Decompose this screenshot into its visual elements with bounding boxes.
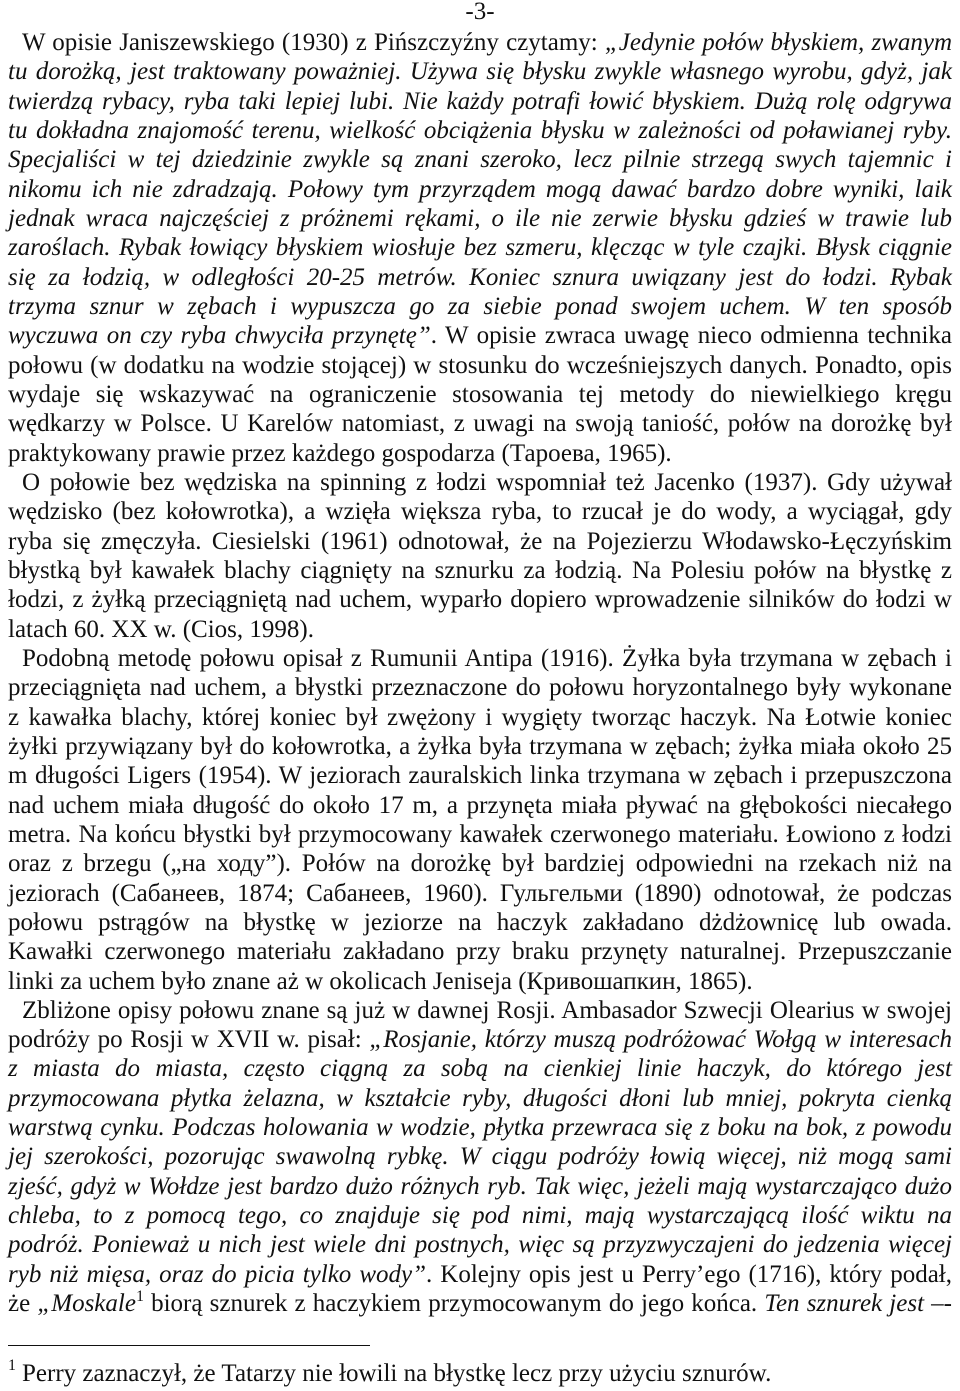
text-line (8, 996, 952, 1025)
text-line (8, 263, 952, 292)
text-run: latach 60. XX w. (Cios, 1998). (8, 615, 314, 643)
text-line (8, 497, 952, 526)
quote-run: nikomu ich nie zdradzają. Połowy tym przyrządem mogą dawać bardzo dobre wyniki, laik (8, 175, 952, 203)
text-run: Podobną metodę połowu opisał z Rumunii Antipa (1916). Żyłka była trzymana w zębach i (22, 644, 952, 672)
footnote-separator (8, 1345, 370, 1346)
text-run: przeciągnięta nad uchem, a błystki przeznaczone do połowu horyzontalnego były wykonane (8, 674, 952, 702)
text-line (8, 57, 952, 86)
text-line (8, 732, 952, 761)
quote-run: tu dorożką, jest traktowany poważniej. Używa się błysku zwykle własnego wyrobu, gdyż, jak (8, 58, 952, 86)
text-line (8, 204, 952, 233)
text-line (8, 145, 952, 174)
text-run: że (8, 1290, 38, 1318)
text-line (8, 351, 952, 380)
footnote (8, 1359, 952, 1388)
text-run: wędkarzy w Polsce. U Karelów natomiast, z uwagi na swoją taniość, połów na dorożkę był (8, 410, 952, 438)
text-line (8, 527, 952, 556)
text-line (8, 615, 952, 644)
text-line (8, 1113, 952, 1142)
text-run: m długości Ligers (1954). W jeziorach zauralskich linka trzymana w zębach i przepuszczona (8, 762, 952, 790)
text-line (8, 175, 952, 204)
text-line (8, 585, 952, 614)
text-run: łodzi, z żyłką przeciągniętą nad uchem, wyparło dopiero wprowadzenie silników do łodzi w (8, 586, 952, 614)
text-run: ryba się zmęczyła. Ciesielski (1961) odnotował, że na Pojezierzu Włodawsko-Łęczyńskim (8, 527, 952, 555)
quote-run: „Rosjanie, którzy muszą podróżować Wołgą w interesach (369, 1026, 952, 1054)
text-run: biorą sznurek z haczykiem przymocowanym do jego końca. (143, 1290, 765, 1318)
text-line (8, 556, 952, 585)
text-run: praktykowany prawie przez każdego gospodarza (Тароева, 1965). (8, 439, 672, 467)
quote-run: warstwą cynku. Podczas holowania w wodzie, płytka przewraca się z boku na bok, z powodu (8, 1114, 952, 1142)
text-run: Zbliżone opisy połowu znane są już w dawnej Rosji. Ambasador Szwecji Olearius w swojej (22, 996, 952, 1024)
text-line (8, 761, 952, 790)
quote-run: tu dokładna znajomość terenu, wielkość obciążenia błysku w zależności od poławianej ryby. (8, 116, 952, 144)
text-line (8, 849, 952, 878)
quote-run: „Moskale (37, 1290, 136, 1318)
text-line (8, 380, 952, 409)
text-run: oraz z brzegu („на ходу”). Połów na dorożkę był bardziej odpowiedni na rzekach niż na (8, 850, 952, 878)
quote-run: chleba, to z pomocą tego, co znajduje się pod nimi, mają wystarczającą ilość wiktu na (8, 1202, 952, 1230)
text-line (8, 703, 952, 732)
text-line (8, 233, 952, 262)
text-line (8, 937, 952, 966)
text-run: z kawałka blachy, której koniec był zwężony i wygięty tworząc haczyk. Na Łotwie koniec (8, 703, 952, 731)
quote-run: jednak wraca najczęściej z próżnemi rękami, o ile nie zerwie błysku gdzieś w trawie lub (8, 204, 952, 232)
footnote-text: Perry zaznaczył, że Tatarzy nie łowili na błystkę lecz przy użyciu sznurów. (22, 1360, 772, 1387)
text-line (8, 673, 952, 702)
text-run: żyłki przywiązany był do kołowrotka, a żyłka była trzymana w zębach; żyłka miała około 25 (8, 732, 952, 760)
quote-run: ryb niż mięsa, oraz do picia tylko wody” (8, 1260, 427, 1288)
text-run: W opisie Janiszewskiego (1930) z Pińszczyźny czytamy: (22, 29, 605, 56)
text-run: nad uchem miała długość do około 17 m, a przynęta miała pływać na głębokości niecałego (8, 791, 952, 819)
quote-run: jej szerokości, pozorując swawolną rybkę. W ciągu podróży łowią więcej, niż mogą sami (8, 1143, 952, 1171)
text-line (8, 1201, 952, 1230)
text-run: O połowie bez wędziska na spinning z łodzi wspomniał też Jacenko (1937). Gdy używał (22, 468, 952, 496)
text-run: wędzisko (bez kołowrotka), a wzięła większa ryba, to rzucał je do wody, a wyciągał, gdy (8, 498, 952, 526)
quote-run: przymocowana płytka żelazna, w kształcie ryby, długości dłoni lub mniej, pokryta cienką (8, 1084, 952, 1112)
text-run: . W opisie zwraca uwagę nieco odmienna technika (430, 322, 953, 350)
paragraph (8, 468, 952, 644)
quote-run: z miasta do miasta, często ciągną za sobą na cienkiej linie haczyk, do którego jest (8, 1055, 952, 1083)
text-line (8, 1142, 952, 1171)
text-line (8, 1084, 952, 1113)
text-line (8, 1054, 952, 1083)
quote-run: twierdzą rybacy, ryba taki lepiej lubi. Nie każdy potrafi łowić błyskiem. Dużą rolę odgrywa (8, 87, 952, 115)
quote-run: „Jedynie połów błyskiem, zwanym (604, 29, 952, 56)
text-run: wydaje się wskazywać na ograniczenie stosowania tej metody do niewielkiego kręgu (8, 380, 952, 408)
text-line (8, 879, 952, 908)
text-line (8, 468, 952, 497)
quote-run: wyczuwa on czy ryba chwyciła przynętę” (8, 322, 431, 350)
text-line (8, 439, 952, 468)
text-line (8, 321, 952, 350)
quote-run: zaroślach. Rybak łowiący błyskiem wiosłuje bez szmeru, klęcząc w tyle czajki. Błysk ciągnie (8, 234, 952, 262)
text-line (8, 292, 952, 321)
text-line (8, 1230, 952, 1259)
document-body (8, 28, 952, 1318)
text-run: połowu pstrągów na błystkę w jeziorze na haczyk zakładano dżdżownicę lub owada. (8, 908, 952, 936)
text-line (8, 1025, 952, 1054)
text-run: Kawałki czerwonego materiału zakładano przy braku przynęty naturalnej. Przepuszczanie (8, 938, 952, 966)
footnote-marker: 1 (8, 1357, 16, 1374)
text-line (8, 116, 952, 145)
quote-run: trzyma sznur w zębach i wypuszcza go za siebie ponad swojem uchem. W ten sposób (8, 292, 952, 320)
text-line (8, 1172, 952, 1201)
quote-run: Ten sznurek jest –- (764, 1290, 952, 1318)
text-line (8, 820, 952, 849)
quote-run: się za łodzią, w odległości 20-25 metrów. Koniec sznura uwiązany jest do łodzi. Rybak (8, 263, 952, 291)
paragraph (8, 28, 952, 468)
text-run: linki za uchem było znane aż w okolicach Jeniseja (Кривошапкин, 1865). (8, 967, 753, 995)
text-run: jeziorach (Сабанеев, 1874; Сабанеев, 1960). Гульгельми (1890) odnotował, że podczas (8, 879, 952, 907)
quote-run: zjeść, gdyż w Wołdze jest bardzo dużo różnych ryb. Tak więc, jeżeli mają wystarczająco dużo (8, 1172, 952, 1200)
text-line (8, 908, 952, 937)
text-run: podróży po Rosji w XVII w. pisał: (8, 1026, 370, 1054)
text-line (8, 791, 952, 820)
paragraph (8, 644, 952, 996)
text-run: metra. Na końcu błystki był przymocowany kawałek czerwonego materiału. Łowiono z łodzi (8, 820, 952, 848)
page-number: -3- (465, 0, 495, 25)
text-line (8, 1260, 952, 1289)
quote-run: podróż. Ponieważ u nich jest wiele dni postnych, więc są przyzwyczajeni do jedzenia więcej (8, 1231, 952, 1259)
text-run: połowu (w dodatku na wodzie stojącej) w stosunku do wcześniejszych danych. Ponadto, opis (8, 351, 952, 379)
paragraph (8, 996, 952, 1319)
text-line (8, 967, 952, 996)
text-line (8, 644, 952, 673)
text-line (8, 409, 952, 438)
text-line (8, 1289, 952, 1318)
text-line (8, 87, 952, 116)
text-run: . Kolejny opis jest u Perry’ego (1716), który podał, (426, 1260, 953, 1288)
text-run: błystką był kawałek blachy ciągnięty na sznurku za łodzią. Na Polesiu połów na błystkę z (8, 556, 952, 584)
text-line (8, 28, 952, 57)
footnote-reference: 1 (135, 1288, 144, 1306)
quote-run: Specjaliści w tej dziedzinie zwykle są znani szeroko, lecz pilnie strzegą swych tajemnic i (8, 146, 952, 174)
